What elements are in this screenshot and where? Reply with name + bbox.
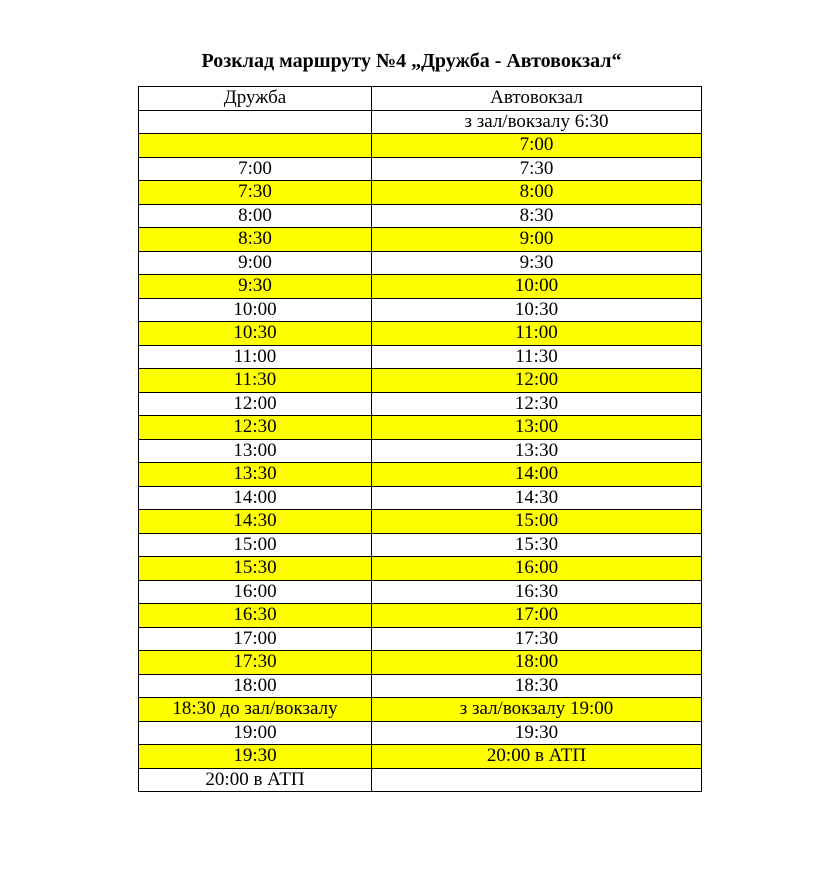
table-row [139, 345, 702, 369]
cell-avtovokzal-time: 14:00 [372, 463, 702, 487]
cell-avtovokzal-time: 17:00 [372, 604, 702, 628]
table-row [139, 251, 702, 275]
cell-avtovokzal-time: 9:30 [372, 251, 702, 275]
table-row [139, 181, 702, 205]
cell-avtovokzal-time: 8:00 [372, 181, 702, 205]
cell-druzhba-time: 20:00 в АТП [139, 768, 372, 792]
cell-avtovokzal-time: 7:00 [372, 134, 702, 158]
cell-druzhba-time: 18:30 до зал/вокзалу [139, 698, 372, 722]
cell-avtovokzal-time: 12:30 [372, 392, 702, 416]
cell-druzhba-time: 16:00 [139, 580, 372, 604]
cell-avtovokzal-time: 15:30 [372, 533, 702, 557]
table-row [139, 768, 702, 792]
cell-druzhba-time: 15:30 [139, 557, 372, 581]
cell-druzhba-time: 7:30 [139, 181, 372, 205]
cell-druzhba-time: 11:30 [139, 369, 372, 393]
cell-avtovokzal-time: 12:00 [372, 369, 702, 393]
table-row [139, 486, 702, 510]
cell-avtovokzal-time: 10:00 [372, 275, 702, 299]
cell-druzhba-time: 9:30 [139, 275, 372, 299]
table-row [139, 745, 702, 769]
table-row [139, 463, 702, 487]
cell-avtovokzal-time: з зал/вокзалу 19:00 [372, 698, 702, 722]
table-row [139, 204, 702, 228]
cell-druzhba-time: 9:00 [139, 251, 372, 275]
table-row [139, 698, 702, 722]
table-row [139, 557, 702, 581]
cell-avtovokzal-time: 18:00 [372, 651, 702, 675]
cell-avtovokzal-time: 11:30 [372, 345, 702, 369]
cell-druzhba-time: 16:30 [139, 604, 372, 628]
cell-avtovokzal-time: 15:00 [372, 510, 702, 534]
cell-druzhba-time: 18:00 [139, 674, 372, 698]
cell-druzhba-time: 8:00 [139, 204, 372, 228]
cell-avtovokzal-time: 14:30 [372, 486, 702, 510]
table-header-row [139, 87, 702, 111]
schedule-body [139, 110, 702, 792]
column-header-avtovokzal: Автовокзал [372, 87, 702, 111]
table-row [139, 275, 702, 299]
table-row [139, 134, 702, 158]
cell-avtovokzal-time: 13:00 [372, 416, 702, 440]
page-title: Розклад маршруту №4 „Дружба - Автовокзал“ [201, 50, 622, 72]
cell-druzhba-time: 12:00 [139, 392, 372, 416]
cell-druzhba-time: 19:30 [139, 745, 372, 769]
table-row [139, 298, 702, 322]
table-row [139, 580, 702, 604]
table-row [139, 604, 702, 628]
table-row [139, 110, 702, 134]
table-row [139, 627, 702, 651]
cell-avtovokzal-time: 18:30 [372, 674, 702, 698]
table-row [139, 439, 702, 463]
cell-druzhba-time: 12:30 [139, 416, 372, 440]
cell-avtovokzal-time: 19:30 [372, 721, 702, 745]
cell-druzhba-time: 17:30 [139, 651, 372, 675]
cell-druzhba-time: 15:00 [139, 533, 372, 557]
cell-avtovokzal-time: 11:00 [372, 322, 702, 346]
table-row [139, 369, 702, 393]
cell-druzhba-time: 10:30 [139, 322, 372, 346]
cell-avtovokzal-time: 10:30 [372, 298, 702, 322]
cell-avtovokzal-time: 7:30 [372, 157, 702, 181]
table-row [139, 721, 702, 745]
cell-druzhba-time [139, 134, 372, 158]
table-row [139, 651, 702, 675]
cell-druzhba-time: 8:30 [139, 228, 372, 252]
table-row [139, 228, 702, 252]
schedule-table [138, 86, 702, 792]
table-row [139, 322, 702, 346]
cell-druzhba-time [139, 110, 372, 134]
cell-avtovokzal-time: 20:00 в АТП [372, 745, 702, 769]
table-row [139, 157, 702, 181]
cell-avtovokzal-time: 9:00 [372, 228, 702, 252]
table-row [139, 416, 702, 440]
cell-avtovokzal-time [372, 768, 702, 792]
cell-druzhba-time: 13:30 [139, 463, 372, 487]
table-row [139, 510, 702, 534]
cell-druzhba-time: 14:30 [139, 510, 372, 534]
cell-avtovokzal-time: 13:30 [372, 439, 702, 463]
cell-druzhba-time: 19:00 [139, 721, 372, 745]
cell-avtovokzal-time: 16:00 [372, 557, 702, 581]
cell-avtovokzal-time: 16:30 [372, 580, 702, 604]
cell-druzhba-time: 10:00 [139, 298, 372, 322]
cell-druzhba-time: 7:00 [139, 157, 372, 181]
column-header-druzhba: Дружба [139, 87, 372, 111]
cell-avtovokzal-time: з зал/вокзалу 6:30 [372, 110, 702, 134]
cell-avtovokzal-time: 17:30 [372, 627, 702, 651]
table-row [139, 674, 702, 698]
cell-druzhba-time: 14:00 [139, 486, 372, 510]
table-row [139, 533, 702, 557]
cell-druzhba-time: 11:00 [139, 345, 372, 369]
cell-druzhba-time: 13:00 [139, 439, 372, 463]
table-row [139, 392, 702, 416]
cell-druzhba-time: 17:00 [139, 627, 372, 651]
cell-avtovokzal-time: 8:30 [372, 204, 702, 228]
